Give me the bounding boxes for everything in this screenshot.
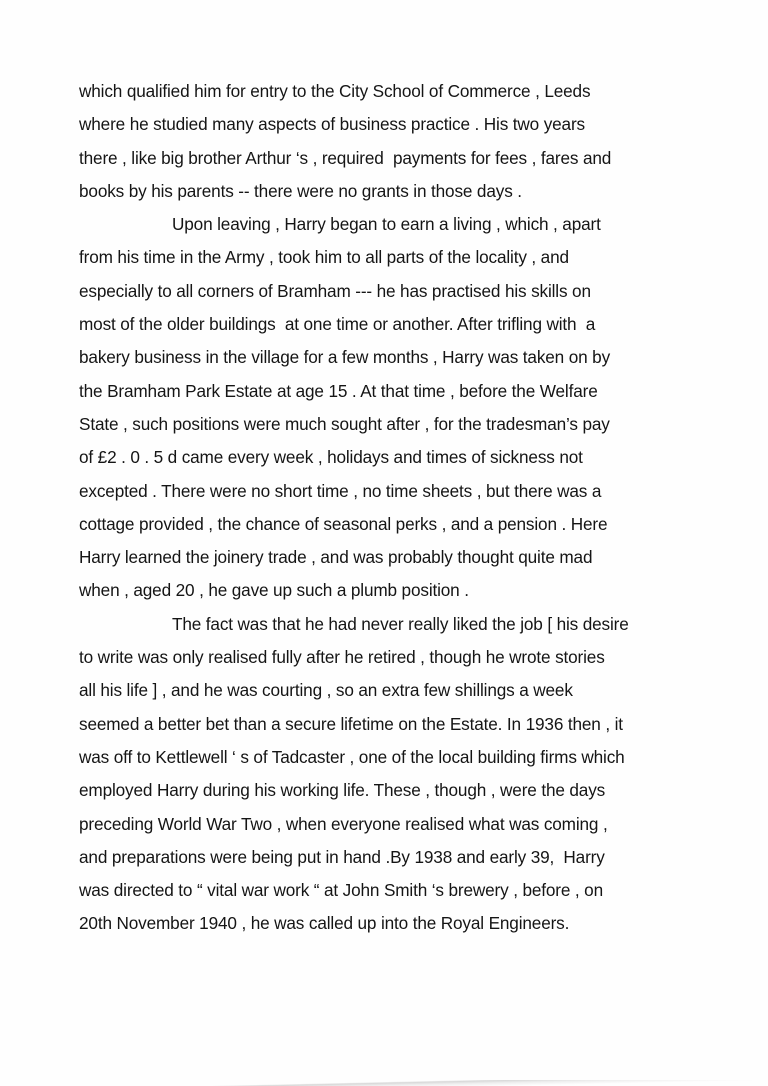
text-line: seemed a better bet than a secure lifetime on the Estate. In 1936 then , it [79, 713, 623, 734]
text-line: was off to Kettlewell ‘ s of Tadcaster , one of the local building firms which [79, 746, 625, 767]
text-line: preceding World War Two , when everyone realised what was coming , [79, 813, 608, 834]
text-line: was directed to “ vital war work “ at John Smith ‘s brewery , before , on [79, 880, 603, 901]
text-line: the Bramham Park Estate at age 15 . At that time , before the Welfare [79, 380, 598, 401]
text-line: 20th November 1940 , he was called up into the Royal Engineers. [79, 913, 570, 934]
text-line: all his life ] , and he was courting , so an extra few shillings a week [79, 680, 573, 701]
text-line: where he studied many aspects of business practice . His two years [79, 114, 585, 135]
scan-edge-shadow [0, 1080, 768, 1086]
text-line: Harry learned the joinery trade , and was probably thought quite mad [79, 547, 593, 568]
paragraph-start-line: The fact was that he had never really liked the job [ his desire [172, 613, 629, 634]
text-line: of £2 . 0 . 5 d came every week , holidays and times of sickness not [79, 447, 583, 468]
text-line: State , such positions were much sought after , for the tradesman’s pay [79, 413, 610, 434]
body-text [79, 78, 679, 944]
text-line: employed Harry during his working life. These , though , were the days [79, 780, 606, 801]
text-line: from his time in the Army , took him to all parts of the locality , and [79, 247, 569, 268]
text-line: books by his parents -- there were no grants in those days . [79, 180, 522, 201]
text-line: excepted . There were no short time , no time sheets , but there was a [79, 480, 602, 501]
text-line: cottage provided , the chance of seasonal perks , and a pension . Here [79, 513, 608, 534]
text-line: to write was only realised fully after he retired , though he wrote stories [79, 647, 605, 668]
text-line: and preparations were being put in hand .By 1938 and early 39, Harry [79, 846, 605, 867]
text-line: when , aged 20 , he gave up such a plumb position . [79, 580, 469, 601]
text-line: which qualified him for entry to the City School of Commerce , Leeds [79, 81, 591, 101]
text-line: bakery business in the village for a few months , Harry was taken on by [79, 347, 611, 368]
text-line: there , like big brother Arthur ‘s , required payments for fees , fares and [79, 147, 612, 168]
text-line: especially to all corners of Bramham --- he has practised his skills on [79, 280, 591, 301]
paragraph-start-line: Upon leaving , Harry began to earn a living , which , apart [172, 214, 601, 235]
text-line: most of the older buildings at one time or another. After trifling with a [79, 314, 596, 335]
